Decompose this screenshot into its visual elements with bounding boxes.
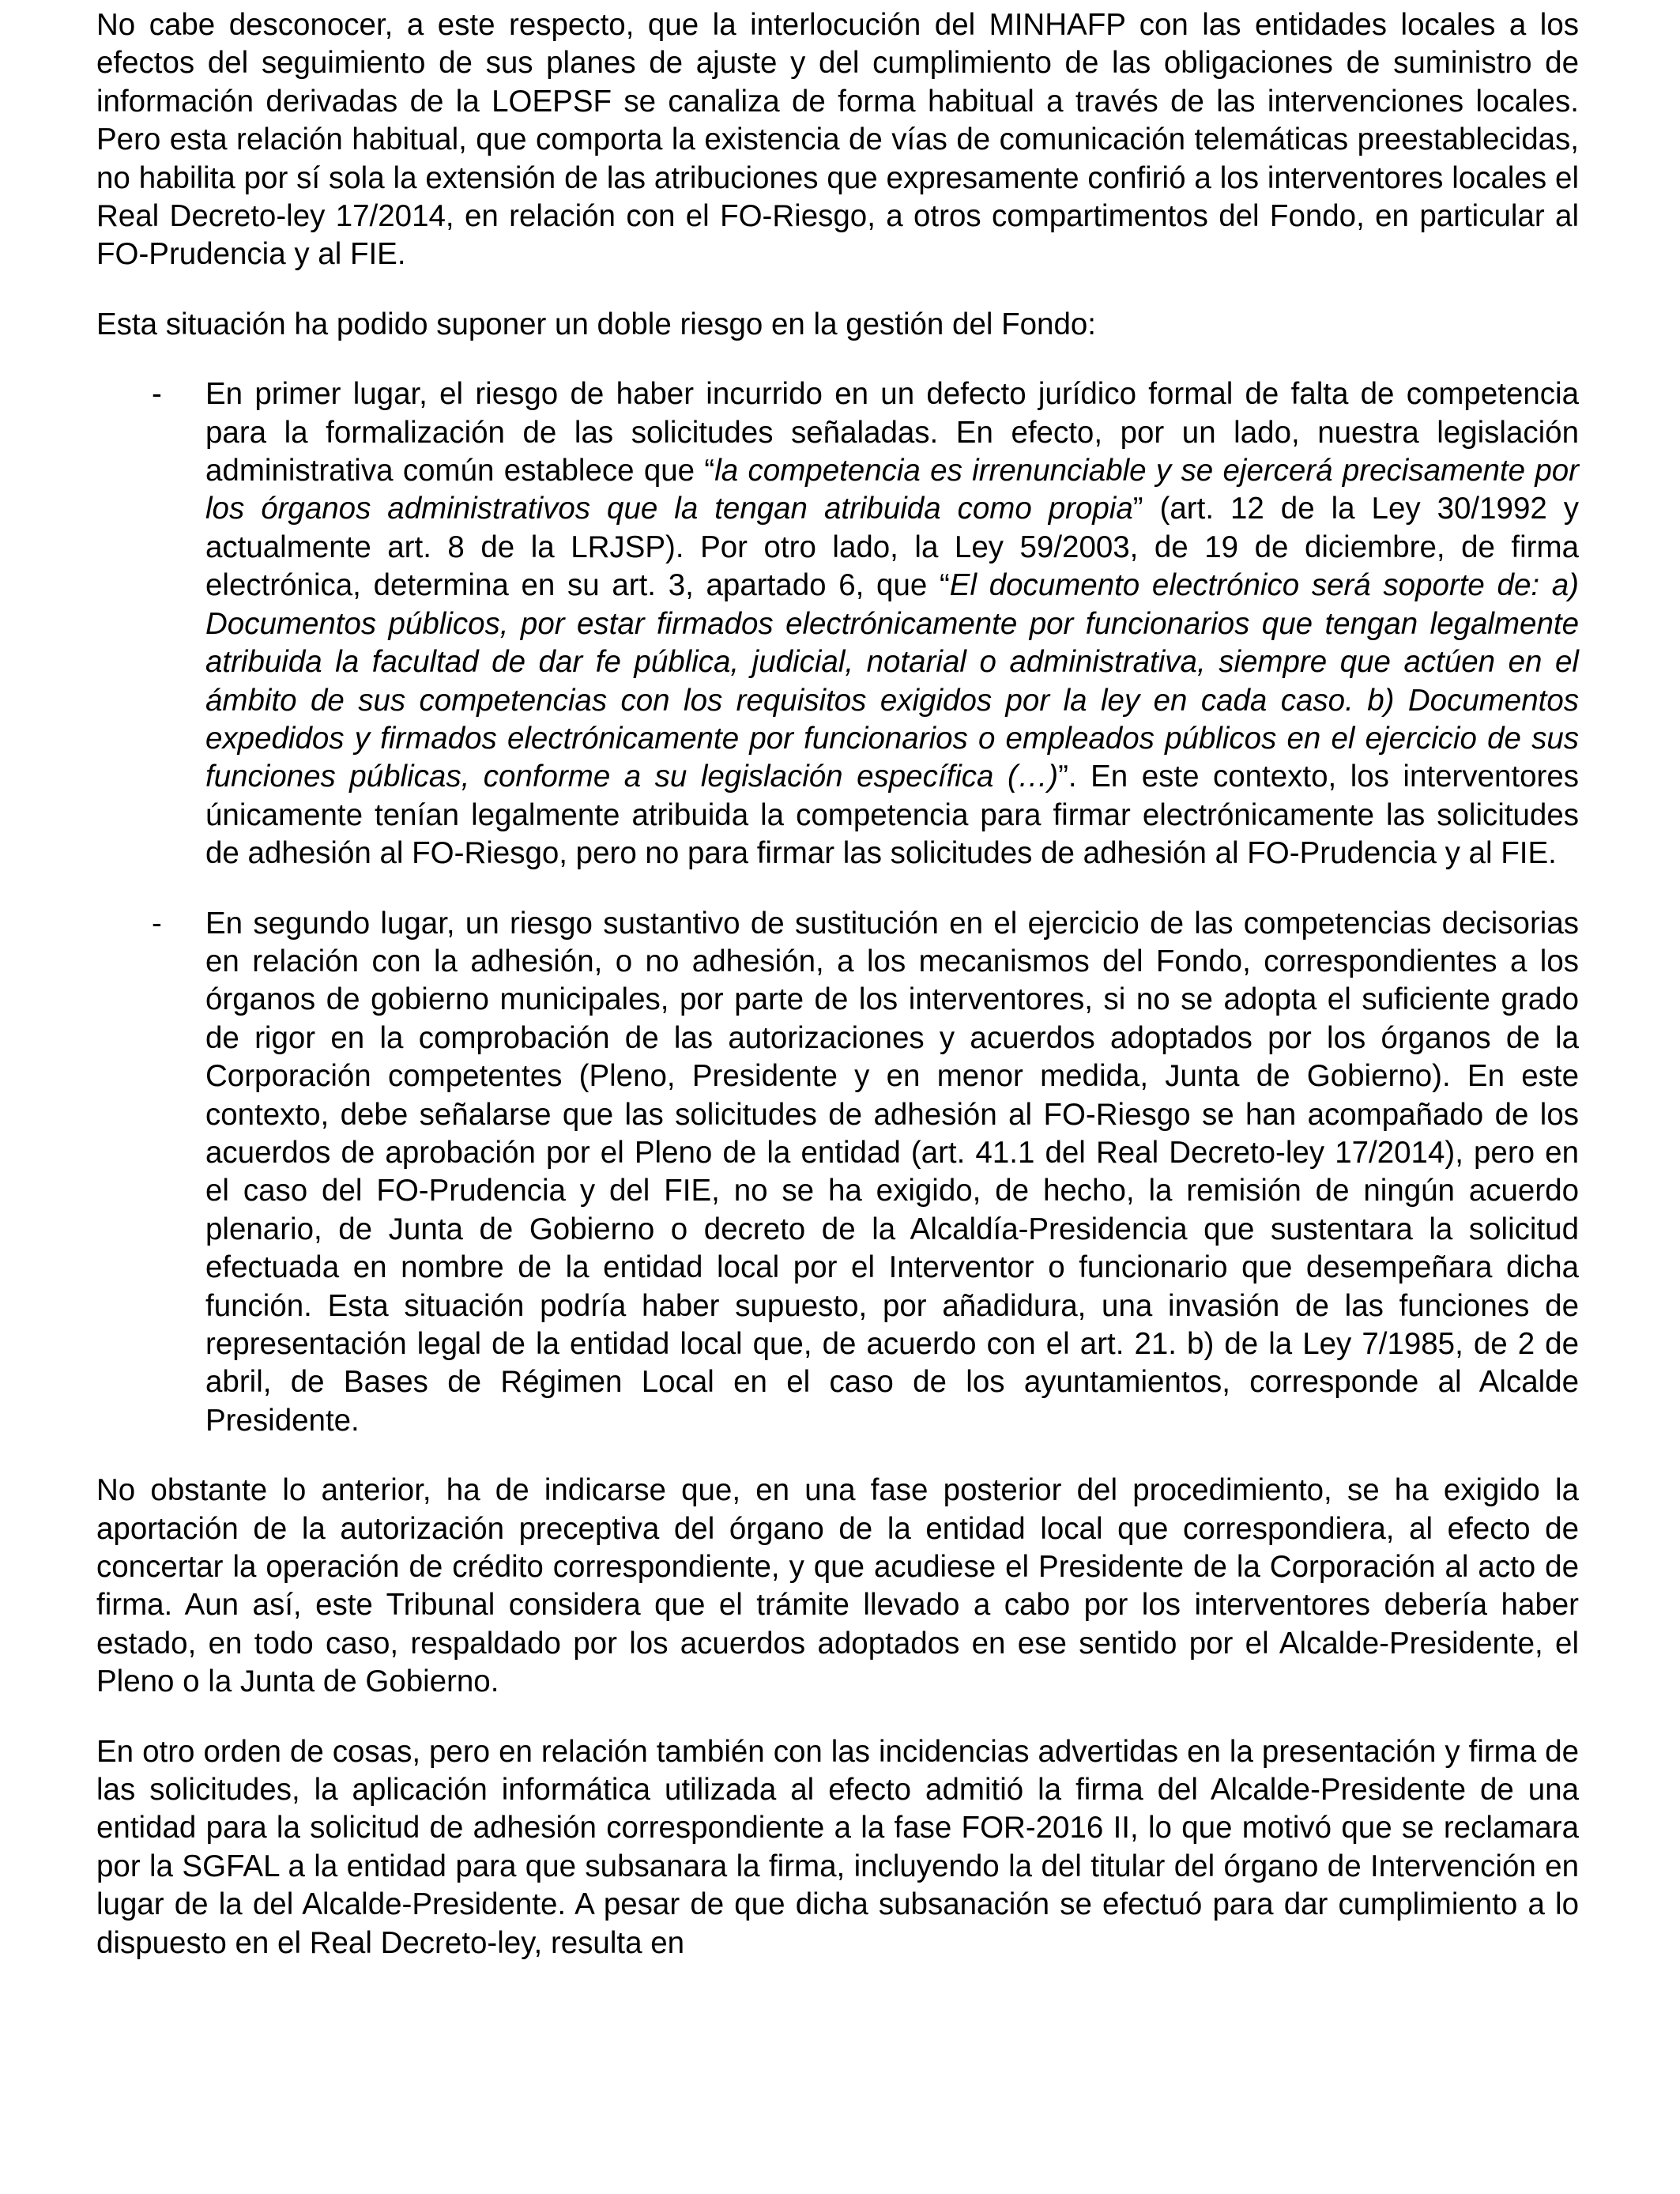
paragraph-otro-orden: En otro orden de cosas, pero en relación también con las incidencias advertidas en la presentación y firma de las solicitudes, la aplicación informática utilizada al efecto admitió la firma del Alcalde-Presidente de una entidad para la solicitud de adhesión correspondiente a la fase FOR-2016 II, lo que motivó que se reclamara por la SGFAL a la entidad para que subsanara la firma, incluyendo la del titular del órgano de Intervención en lugar de la del Alcalde-Presidente. A pesar de que dicha subsanación se efectuó para dar cumplimiento a lo dispuesto en el Real Decreto-ley, resulta en (96, 1734, 1579, 1960)
bullet-dash: - (152, 906, 162, 941)
list-item-text-segment: ” (art. 12 de la Ley 30/1992 y actualmente art. 8 de la LRJSP). Por otro lado, la Ley 59/2003, de 19 de diciembre, de firma electrónica, determina en su art. 3, apartado 6, que “ (205, 492, 1580, 603)
quote-competencia: la competencia es irrenunciable y se ejercerá precisamente por los órganos administrativos que la tengan atribuida como propia (205, 454, 1579, 526)
paragraph-no-obstante: No obstante lo anterior, ha de indicarse que, en una fase posterior del procedimiento, se ha exigido la aportación de la autorización preceptiva del órgano de la entidad local que correspondiera, al efecto de concertar la operación de crédito correspondiente, y que acudiese el Presidente de la Corporación al acto de firma. Aun así, este Tribunal considera que el trámite llevado a cabo por los interventores debería haber estado, en todo caso, respaldado por los acuerdos adoptados en ese sentido por el Alcalde-Presidente, el Pleno o la Junta de Gobierno. (96, 1473, 1579, 1699)
list-item-text-segment: En primer lugar, el riesgo de haber incurrido en un defecto jurídico formal de falta de competencia para la formalización de las solicitudes señaladas. En efecto, por un lado, nuestra legislación administrativa común establece que “ (205, 377, 1579, 488)
list-item-text: En segundo lugar, un riesgo sustantivo de sustitución en el ejercicio de las competencias decisorias en relación con la adhesión, o no adhesión, a los mecanismos del Fondo, correspondientes a los órganos de gobierno municipales, por parte de los interventores, si no se adopta el suficiente grado de rigor en la comprobación de las autorizaciones y acuerdos adoptados por los órganos de la Corporación competentes (Pleno, Presidente y en menor medida, Junta de Gobierno). En este contexto, debe señalarse que las solicitudes de adhesión al FO-Riesgo se han acompañado de los acuerdos de aprobación por el Pleno de la entidad (art. 41.1 del Real Decreto-ley 17/2014), pero en el caso del FO-Prudencia y del FIE, no se ha exigido, de hecho, la remisión de ningún acuerdo plenario, de Junta de Gobierno o decreto de la Alcaldía-Presidencia que sustentara la solicitud efectuada en nombre de la entidad local por el Interventor o funcionario que desempeñara dicha función. Esta situación podría haber supuesto, por añadidura, una invasión de las funciones de representación legal de la entidad local que, de acuerdo con el art. 21. b) de la Ley 7/1985, de 2 de abril, de Bases de Régimen Local en el caso de los ayuntamientos, corresponde al Alcalde Presidente. (205, 906, 1579, 1438)
list-item-text (205, 375, 1579, 873)
list-item-segundo-lugar (96, 905, 1579, 1441)
list-item-primer-lugar (96, 375, 1579, 873)
bullet-dash: - (152, 377, 162, 412)
document-page (96, 6, 1579, 1994)
paragraph-interlocucion: No cabe desconocer, a este respecto, que la interlocución del MINHAFP con las entidades locales a los efectos del seguimiento de sus planes de ajuste y del cumplimiento de las obligaciones de suministro de información derivadas de la LOEPSF se canaliza de forma habitual a través de las intervenciones locales. Pero esta relación habitual, que comporta la existencia de vías de comunicación telemáticas preestablecidas, no habilita por sí sola la extensión de las atribuciones que expresamente confirió a los interventores locales el Real Decreto-ley 17/2014, en relación con el FO-Riesgo, a otros compartimentos del Fondo, en particular al FO-Prudencia y al FIE. (96, 8, 1579, 272)
list-item-text-segment: ”. En este contexto, los interventores únicamente tenían legalmente atribuida la competencia para firmar electrónicamente las solicitudes de adhesión al FO-Riesgo, pero no para firmar las solicitudes de adhesión al FO-Prudencia y al FIE. (205, 760, 1579, 871)
quote-documento-electronico: El documento electrónico será soporte de: a) Documentos públicos, por estar firmados electrónicamente por funcionarios que tengan legalmente atribuida la facultad de dar fe pública, judicial, notarial o administrativa, siempre que actúen en el ámbito de sus competencias con los requisitos exigidos por la ley en cada caso. b) Documentos expedidos y firmados electrónicamente por funcionarios o empleados públicos en el ejercicio de sus funciones públicas, conforme a su legislación específica (…) (205, 568, 1579, 794)
paragraph-doble-riesgo: Esta situación ha podido suponer un doble riesgo en la gestión del Fondo: (96, 307, 1096, 341)
